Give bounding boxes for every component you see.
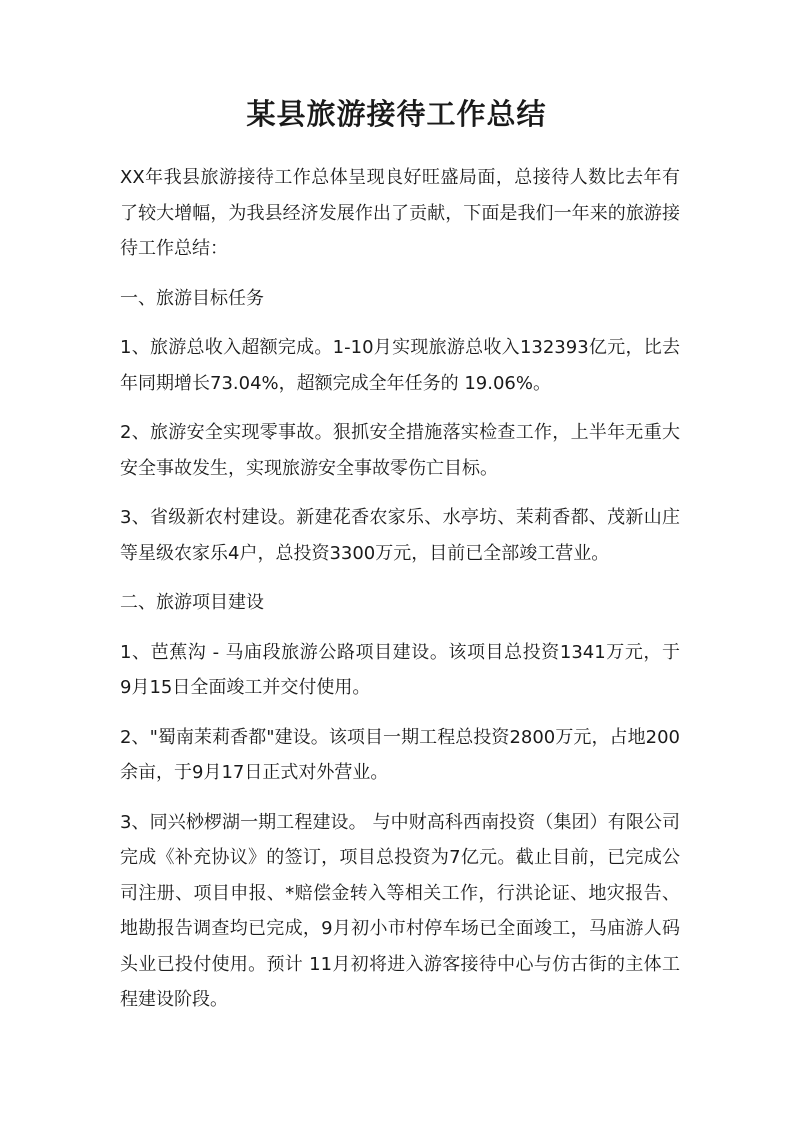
paragraph-rural-construction: 3、省级新农村建设。新建花香农家乐、水亭坊、茉莉香都、茂新山庄等星级农家乐4户，总投资3300万元，目前已全部竣工营业。: [120, 507, 680, 564]
section-heading-targets: 一、旅游目标任务: [120, 287, 264, 309]
paragraph-jasmine-project: 2、"蜀南茉莉香都"建设。该项目一期工程总投资2800万元，占地200余亩，于9月17日正式对外营业。: [120, 726, 680, 783]
document-title: 某县旅游接待工作总结: [246, 97, 547, 131]
paragraph-revenue: 1、旅游总收入超额完成。1-10月实现旅游总收入132393亿元，比去年同期增长73.04%，超额完成全年任务的 19.06%。: [120, 337, 680, 394]
paragraph-safety: 2、旅游安全实现零事故。狠抓安全措施落实检查工作，上半年无重大安全事故发生，实现旅游安全事故零伤亡目标。: [120, 422, 680, 479]
section-heading-projects: 二、旅游项目建设: [120, 592, 264, 613]
paragraph-road-project: 1、芭蕉沟 - 马庙段旅游公路项目建设。该项目总投资1341万元，于 9月15日全面竣工并交付使用。: [120, 641, 680, 698]
intro-paragraph: XX年我县旅游接待工作总体呈现良好旺盛局面，总接待人数比去年有了较大增幅，为我县经济发展作出了贡献，下面是我们一年来的旅游接待工作总结：: [120, 167, 680, 259]
document-body: [120, 160, 680, 1032]
paragraph-lake-project: 3、同兴桫椤湖一期工程建设。 与中财高科西南投资（集团）有限公司完成《补充协议》的签订，项目总投资为7亿元。截止目前，已完成公司注册、项目申报、*赔偿金转入等相关工作，行洪论证、地灾报告、地勘报告调查均已完成，9月初小市村停车场已全面竣工，马庙游人码头业已投付使用。预计 11月初将进入游客接待中心与仿古街的主体工程建设阶段。: [120, 811, 680, 1010]
